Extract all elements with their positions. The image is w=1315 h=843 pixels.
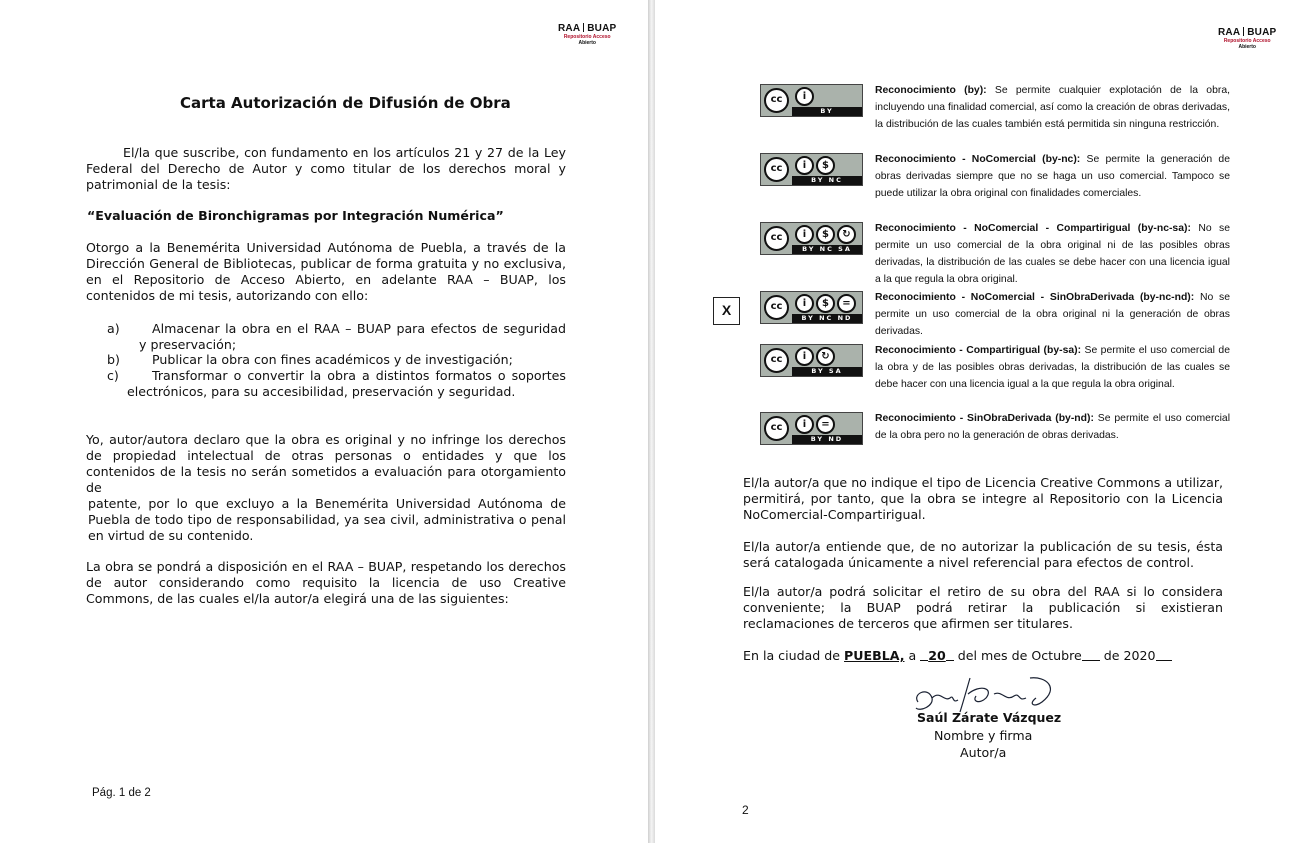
list-marker-a: a) [107,321,120,336]
raa-buap-logo [1218,27,1276,50]
creative-commons-badge-icon [760,84,863,117]
license-term-icon: i [795,225,814,244]
document-title: Carta Autorización de Difusión de Obra [180,94,511,112]
license-code-strip: BY NC SA [792,245,862,254]
license-description [875,289,1230,340]
license-term-icon: = [816,415,835,434]
year-value: 2020 [1123,648,1156,663]
license-description [875,220,1230,288]
license-icons [795,225,856,244]
list-marker-c: c) [107,368,119,383]
license-description [875,410,1230,444]
license-code-strip: BY NC [792,176,862,185]
cc-logo-icon: cc [764,157,789,182]
license-term-icon: i [795,87,814,106]
license-code-strip: BY NC ND [792,314,862,323]
creative-commons-badge-icon [760,412,863,445]
license-code-strip: BY [792,107,862,116]
place-date-line [743,648,1172,663]
declaration-paragraph-cont: patente, por lo que excluyo a la Benemérita Universidad Autónoma de Puebla de todo tipo de responsabilidad, ya sea civil, administrativa o penal en virtud de su contenido. [88,496,566,543]
availability-paragraph: La obra se pondrá a disposición en el RAA – BUAP, respetando los derechos de autor considerando como requisito la licencia de uso Creative Commons, de las cuales el/la autor/a elegirá una de las siguientes: [86,559,566,606]
license-code-strip: BY ND [792,435,862,444]
city-mid2: del mes de [953,648,1032,663]
logo-subtitle: Repositorio Acceso [1223,38,1271,44]
list-item-c-cont: electrónicos, para su accesibilidad, preservación y seguridad. [127,384,516,399]
license-desc-text: No se permite un uso comercial de la obra original ni la generación de obras derivadas. [875,292,1230,337]
page-gutter [648,0,655,843]
page-1 [0,0,648,843]
month-value: Octubre [1031,648,1082,663]
signer-role: Autor/a [960,745,1007,760]
list-marker-b: b) [107,352,120,367]
logo-subtitle-2: Abierto [578,40,596,46]
logo-buap: BUAP [587,23,617,34]
page-number: 2 [742,803,749,817]
logo-buap: BUAP [1247,27,1277,38]
list-item-a: Almacenar la obra en el RAA – BUAP para efectos de seguridad [152,321,566,336]
page-footer: Pág. 1 de 2 [92,787,151,799]
declaration-paragraph: Yo, autor/autora declaro que la obra es original y no infringe los derechos de propiedad intelectual de otras personas o entidades y que los contenidos de la tesis no serán sometidos a evaluación para otorgamiento de [86,432,566,495]
license-name: Reconocimiento - SinObraDerivada (by-nd): [875,413,1094,424]
cc-logo-icon: cc [764,416,789,441]
list-item-c: Transformar o convertir la obra a distintos formatos o soportes [152,368,566,383]
license-description [875,342,1230,393]
creative-commons-badge-icon [760,222,863,255]
license-term-icon: = [837,294,856,313]
day-value: 20 [928,648,946,663]
no-authorization-note: El/la autor/a entiende que, de no autorizar la publicación de su tesis, ésta será catalogada únicamente a nivel referencial para efectos de control. [743,539,1223,570]
license-name: Reconocimiento - NoComercial - Compartirigual (by-nc-sa): [875,223,1191,234]
raa-buap-logo [558,23,616,46]
license-name: Reconocimiento - Compartirigual (by-sa): [875,345,1082,356]
license-desc-text: Se permite el uso comercial de la obra y de las posibles obras derivadas, la distribución de las cuales se debe hacer con una licencia igual a la que regula la obra original. [875,345,1230,390]
thesis-title: “Evaluación de Bironchigramas por Integración Numérica” [87,208,504,223]
creative-commons-badge-icon [760,153,863,186]
cc-logo-icon: cc [764,88,789,113]
license-term-icon: $ [816,225,835,244]
signer-name: Saúl Zárate Vázquez [917,710,1062,725]
license-name: Reconocimiento (by): [875,85,987,96]
signature-label: Nombre y firma [934,728,1033,743]
withdrawal-note: El/la autor/a podrá solicitar el retiro de su obra del RAA si lo considera conveniente; la BUAP podrá retirar la publicación si existieran reclamaciones de terceros que afirmen ser titulares. [743,584,1223,631]
license-term-icon: ↻ [816,347,835,366]
license-term-icon: i [795,415,814,434]
license-icons [795,156,835,175]
city-prefix: En la ciudad de [743,648,845,663]
cc-logo-icon: cc [764,226,789,251]
license-icons [795,87,814,106]
page-2 [655,0,1315,843]
license-description [875,151,1230,202]
license-code-strip: BY SA [792,367,862,376]
license-term-icon: ↻ [837,225,856,244]
license-desc-text: Se permite cualquier explotación de la obra, incluyendo una finalidad comercial, así como la creación de obras derivadas, la distribución de las cuales también está permitida sin ninguna restricción. [875,85,1230,130]
license-desc-text: Se permite la generación de obras derivadas siempre que no se haga un uso comercial. Tampoco se puede utilizar la obra original con finalidades comerciales. [875,154,1230,199]
city-mid1: a [904,648,921,663]
city-value: PUEBLA, [844,648,905,663]
default-license-note: El/la autor/a que no indique el tipo de Licencia Creative Commons a utilizar, permitirá, por tanto, que la obra se integre al Repositorio con la Licencia NoComercial-Compartirigual. [743,475,1223,522]
license-term-icon: i [795,156,814,175]
grant-paragraph: Otorgo a la Benemérita Universidad Autónoma de Puebla, a través de la Dirección General de Bibliotecas, publicar de forma gratuita y no exclusiva, en el Repositorio de Acceso Abierto, en adelante RAA – BUAP, los contenidos de mi tesis, autorizando con ello: [86,240,566,303]
license-name: Reconocimiento - NoComercial (by-nc): [875,154,1081,165]
license-desc-text: No se permite un uso comercial de la obra original ni de las posibles obras derivadas, la distribución de las cuales se debe hacer con una licencia igual a la que regula la obra original. [875,223,1230,285]
license-term-icon: $ [816,294,835,313]
logo-subtitle: Repositorio Acceso [563,34,611,40]
license-icons [795,415,835,434]
logo-raa: RAA [1218,27,1241,38]
logo-raa: RAA [558,23,581,34]
cc-logo-icon: cc [764,295,789,320]
cc-logo-icon: cc [764,348,789,373]
license-icons [795,294,856,313]
license-name: Reconocimiento - NoComercial - SinObraDerivada (by-nc-nd): [875,292,1195,303]
intro-paragraph: El/la que suscribe, con fundamento en los artículos 21 y 27 de la Ley Federal del Derecho de Autor y como titular de los derechos moral y patrimonial de la tesis: [86,145,566,192]
license-term-icon: $ [816,156,835,175]
selected-license-checkbox[interactable]: X [713,297,740,325]
license-term-icon: i [795,294,814,313]
logo-subtitle-2: Abierto [1238,44,1256,50]
creative-commons-badge-icon [760,344,863,377]
list-item-a-cont: y preservación; [139,337,237,352]
license-term-icon: i [795,347,814,366]
list-item-b: Publicar la obra con fines académicos y de investigación; [152,352,513,367]
creative-commons-badge-icon [760,291,863,324]
license-desc-text: Se permite el uso comercial de la obra pero no la generación de obras derivadas. [875,413,1231,441]
license-description [875,82,1230,133]
license-icons [795,347,835,366]
city-mid3: de [1099,648,1124,663]
